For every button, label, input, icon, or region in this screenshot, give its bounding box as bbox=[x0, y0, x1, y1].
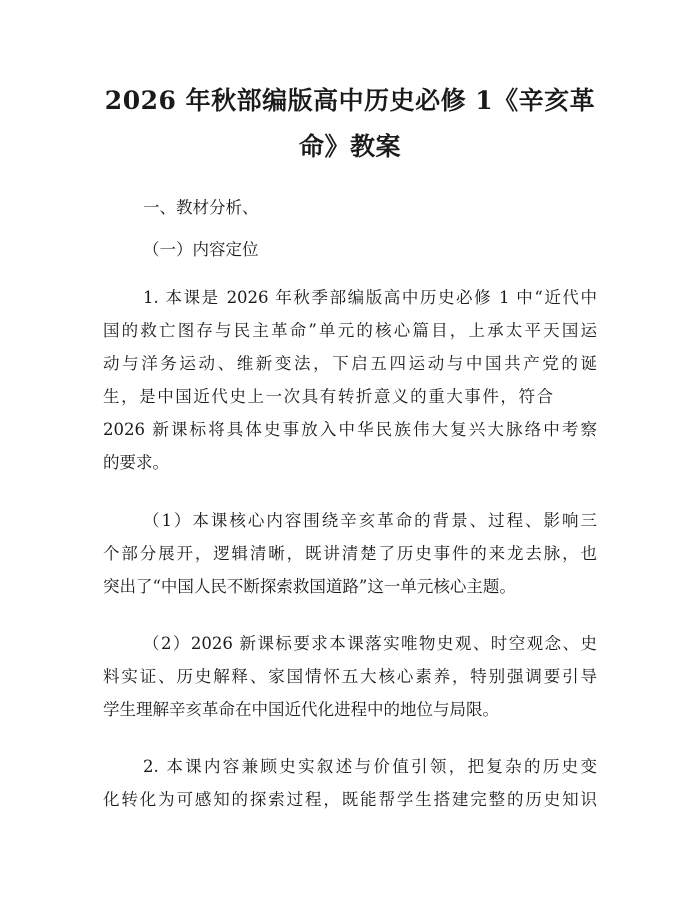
subsection-heading: （一）内容定位 bbox=[143, 240, 259, 259]
paragraph-line: 的要求。 bbox=[103, 453, 169, 472]
paragraph-line: 化转化为可感知的探索过程，既能帮学生搭建完整的历史知识 bbox=[103, 790, 597, 809]
paragraph-line: （1）本课核心内容围绕辛亥革命的背景、过程、影响三 bbox=[143, 511, 597, 530]
section-heading: 一、教材分析、 bbox=[143, 198, 259, 217]
paragraph-line: 生，是中国近代史上一次具有转折意义的重大事件，符合 bbox=[103, 387, 553, 406]
paragraph-line: 突出了“中国人民不断探索救国道路”这一单元核心主题。 bbox=[103, 577, 516, 596]
paragraph-line: 1. 本课是 2026 年秋季部编版高中历史必修 1 中“近代中 bbox=[143, 288, 597, 307]
paragraph-line: 国的救亡图存与民主革命”单元的核心篇目，上承太平天国运 bbox=[103, 321, 597, 340]
document-title-line-1: 2026 年秋部编版高中历史必修 1《辛亥革 bbox=[104, 86, 596, 115]
document-title-line-2: 命》教案 bbox=[298, 132, 401, 161]
paragraph-line: 2026 新课标将具体史事放入中华民族伟大复兴大脉络中考察 bbox=[103, 420, 597, 439]
paragraph-line: 个部分展开，逻辑清晰，既讲清楚了历史事件的来龙去脉，也 bbox=[103, 544, 597, 563]
paragraph-line: 2. 本课内容兼顾史实叙述与价值引领，把复杂的历史变 bbox=[143, 757, 597, 776]
paragraph-line: 动与洋务运动、维新变法，下启五四运动与中国共产党的诞 bbox=[103, 354, 597, 373]
paragraph-line: 学生理解辛亥革命在中国近代化进程中的地位与局限。 bbox=[103, 700, 499, 719]
paragraph-line: 料实证、历史解释、家国情怀五大核心素养，特别强调要引导 bbox=[103, 667, 597, 686]
paragraph-line: （2）2026 新课标要求本课落实唯物史观、时空观念、史 bbox=[143, 634, 597, 653]
